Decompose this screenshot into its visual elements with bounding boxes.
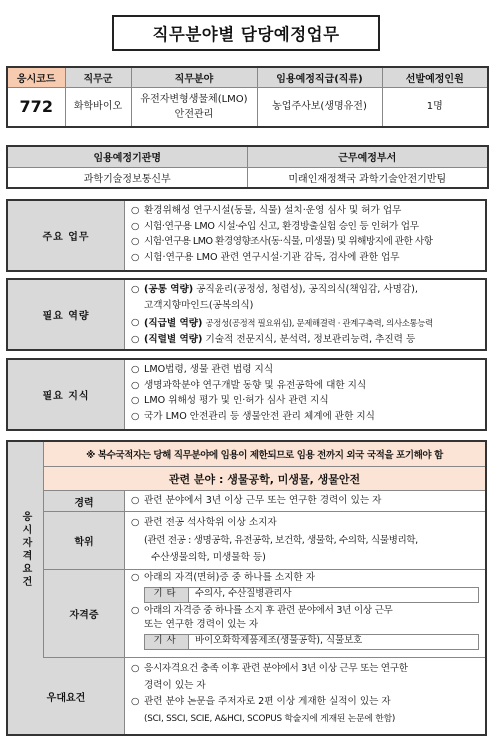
license-box-etc [144,587,479,603]
header-department: 근무예정부서 [247,146,488,167]
list-item-cont: 또는 연구한 경력이 있는 자 [144,619,259,630]
main-duties-label: 주요 업무 [8,201,125,270]
career-label: 경력 [44,491,125,511]
list-item: ○ 시험·연구용 LMO 시설·수입 신고, 환경방출실험 승인 등 인허가 업무 [131,220,419,232]
selection-count: 1명 [382,87,488,127]
header-job-field: 직무분야 [131,67,257,87]
list-item-cont: 경력이 있는 자 [144,679,206,691]
position-info-table [6,66,489,128]
header-rank: 임용예정직급(직류) [257,67,382,87]
degree-detail: 수산생물의학, 미생물학 등) [151,552,266,563]
job-field [131,87,257,127]
license-row [44,570,485,658]
page-title: 직무분야별 담당예정업무 [112,15,380,51]
list-item-cont: 고객지향마인드(공복의식) [144,300,254,312]
list-item: ○ LMO 위해성 평가 및 인·허가 심사 관련 지식 [131,395,329,407]
common-competency-tag: (공통 역량) [144,284,194,295]
job-field-line1: 유전자변형생물체(LMO) [140,93,248,105]
license-label: 자격증 [44,570,125,657]
license-key: 기타 [145,588,189,602]
list-item: ○ 시험·연구용 LMO 관련 연구시설·기관 감독, 검사에 관한 업무 [131,251,400,263]
list-item: ○ 관련 분야에서 3년 이상 근무 또는 연구한 경력이 있는 자 [131,495,382,507]
job-group: 화학바이오 [65,87,131,127]
competency-section [6,278,487,351]
preferred-row [8,658,485,734]
list-item: ○ (공통 역량) 공직윤리(공정성, 청렴성), 공직의식(책임감, 사명감), [131,284,418,295]
knowledge-section [6,358,487,431]
list-item: ○ 생명과학분야 연구개발 동향 및 유전공학에 대한 지식 [131,379,367,391]
list-item: ○ 환경위해성 연구시설(동물, 식물) 설치·운영 심사 및 허가 업무 [131,205,402,216]
job-field-line2: 안전관리 [174,108,214,120]
list-item: ○ 관련 전공 석사학위 이상 소지자 [131,517,277,528]
preferred-label: 우대요건 [8,658,125,734]
list-item: ○ (직급별 역량) 공정성(공정적 필요위심), 문제해결력 · 관계구축력, 의사소통능력 [131,316,433,329]
list-item: ○ 아래의 자격증 중 하나를 소지 후 관련 분야에서 3년 이상 근무 [131,604,393,616]
license-value: 바이오화학제품제조(생물공학), 식물보호 [195,635,363,647]
list-item: ○ 아래의 자격(면허)증 중 하나를 소지한 자 [131,572,316,583]
list-item: ○ 국가 LMO 안전관리 등 생물안전 관리 체계에 관한 지식 [131,410,375,422]
qualification-section [6,440,487,736]
job-competency-tag: (직렬별 역량) [144,333,203,345]
agency-name: 과학기술정보통신부 [7,167,247,188]
department-name: 미래인재정책국 과학기술안전기반팀 [247,167,488,188]
header-count: 선발예정인원 [382,67,488,87]
degree-detail: (관련 전공 : 생명공학, 유전공학, 보건학, 생물학, 수의학, 식물병리학, [144,534,418,546]
dual-nationality-notice: ※ 복수국적자는 당해 직무분야에 임용이 제한되므로 임용 전까지 외국 국적을 포기해야 함 [44,442,485,467]
header-exam-code: 응시코드 [7,67,65,87]
degree-row [44,512,485,570]
rank-competency-tag: (직급별 역량) [144,317,203,329]
agency-table [6,145,489,189]
list-item: ○ (직렬별 역량) 기술적 전문지식, 분석력, 정보관리능력, 추진력 등 [131,333,416,345]
license-value: 수의사, 수산질병관리사 [195,588,292,600]
main-duties-section [6,199,487,272]
header-job-group: 직무군 [65,67,131,87]
list-item: ○ 관련 분야 논문을 주저자로 2편 이상 게재한 실적이 있는 자 [131,696,391,707]
list-item-cont: (SCI, SSCI, SCIE, A&HCI, SCOPUS 학술지에 게재된 논문에 한함) [144,713,396,724]
related-field: 관련 분야 : 생물공학, 미생물, 생물안전 [44,467,485,491]
competency-label: 필요 역량 [8,280,125,349]
exam-code: 772 [7,87,65,127]
degree-label: 학위 [44,512,125,569]
list-item: ○ 응시자격요건 충족 이후 관련 분야에서 3년 이상 근무 또는 연구한 [131,663,408,674]
list-item: ○ 시험·연구용 LMO 환경영향조사(동·식물, 미생물) 및 위해방지에 관한 사항 [131,236,433,248]
qualification-side-label: 응시자격요건 [8,442,44,658]
list-item: ○ LMO법령, 생물 관련 법령 지식 [131,364,274,375]
header-agency: 임용예정기관명 [7,146,247,167]
license-key: 기사 [145,635,189,649]
rank: 농업주사보(생명유전) [257,87,382,127]
knowledge-label: 필요 지식 [8,360,125,429]
career-row [44,491,485,512]
license-box-engineer [144,634,479,650]
